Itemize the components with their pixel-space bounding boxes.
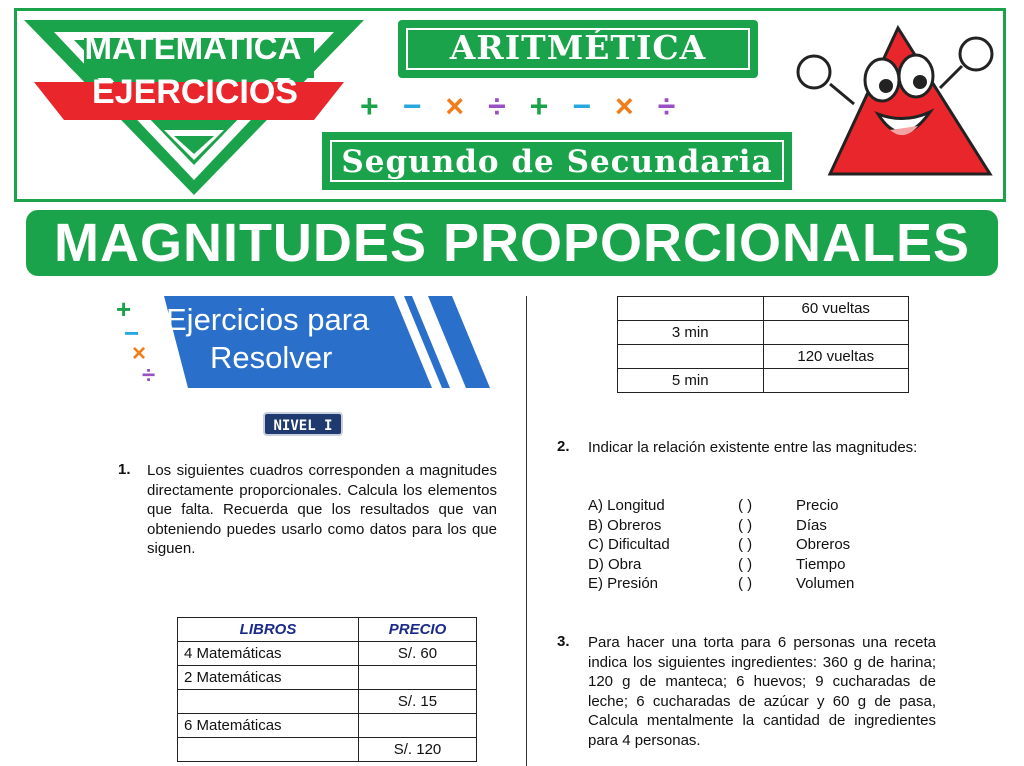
table-cell: 120 vueltas <box>763 345 909 369</box>
table-row <box>618 321 909 345</box>
table-cell <box>178 690 359 714</box>
level-badge: NIVEL I <box>263 412 343 436</box>
minus-icon: − <box>402 87 422 124</box>
question-text: Los siguientes cuadros corresponden a magnitudes directamente proporcionales. Calcula los elementos que falta. Recuerda que los resultados que van obteniendo puedes usarlo como datos para los que siguen. <box>147 462 497 557</box>
answer-blank: ( ) <box>738 555 753 573</box>
list-item <box>588 535 948 555</box>
magnitude-right: Precio <box>796 497 839 514</box>
laps-time-table <box>617 296 909 393</box>
column-header-precio: PRECIO <box>359 618 477 642</box>
list-item <box>588 496 948 516</box>
question-number: 3. <box>557 633 570 650</box>
times-icon: × <box>615 87 634 124</box>
answer-blank: ( ) <box>738 536 753 553</box>
books-price-table <box>177 617 477 762</box>
table-row <box>618 345 909 369</box>
relation-list <box>588 496 948 594</box>
brand-line1: MATEMATICA <box>84 29 302 66</box>
magnitude-left: C) Dificultad <box>588 536 670 553</box>
column-header-libros: LIBROS <box>178 618 359 642</box>
subject-label: ARITMÉTICA <box>449 28 707 67</box>
table-cell: 4 Matemáticas <box>178 642 359 666</box>
minus-icon: − <box>572 87 591 124</box>
table-cell <box>178 738 359 762</box>
question-text: Para hacer una torta para 6 personas una receta indica los siguientes ingredientes: 360 g de harina; 120 g de manteca; 6 huevos; 9 cucharadas de leche; 6 cucharadas de azúcar y 60 g de pasa, Calcula mentalmente la cantidad de ingredientes para 4 personas. <box>588 634 936 749</box>
page-title: MAGNITUDES PROPORCIONALES <box>53 213 971 273</box>
list-item <box>588 574 948 594</box>
table-cell <box>359 714 477 738</box>
table-cell <box>763 321 909 345</box>
table-cell <box>359 666 477 690</box>
table-cell: S/. 60 <box>359 642 477 666</box>
operator-row <box>360 86 800 126</box>
table-cell: 60 vueltas <box>763 297 909 321</box>
column-divider <box>526 296 527 766</box>
banner-divide-icon: ÷ <box>142 362 156 389</box>
question-text: Indicar la relación existente entre las magnitudes: <box>588 439 918 456</box>
table-cell: 5 min <box>618 369 764 393</box>
magnitude-right: Tiempo <box>796 555 846 573</box>
answer-blank: ( ) <box>738 575 753 592</box>
table-cell <box>763 369 909 393</box>
table-cell <box>618 297 764 321</box>
magnitude-right: Volumen <box>796 575 855 592</box>
table-cell: 3 min <box>618 321 764 345</box>
table-row <box>178 642 477 666</box>
banner-times-icon: × <box>132 340 147 367</box>
plus-icon: + <box>529 87 549 124</box>
table-row <box>178 690 477 714</box>
table-cell: S/. 120 <box>359 738 477 762</box>
list-item <box>588 555 948 575</box>
banner-minus-icon: − <box>124 318 140 348</box>
question-number: 1. <box>118 461 131 478</box>
table-cell <box>618 345 764 369</box>
magnitude-right: Obreros <box>796 536 851 553</box>
list-item <box>588 516 948 536</box>
table-row <box>618 369 909 393</box>
magnitude-left: B) Obreros <box>588 516 662 534</box>
magnitude-left: A) Longitud <box>588 497 665 514</box>
times-icon: × <box>445 87 465 124</box>
magnitude-left: E) Presión <box>588 575 659 592</box>
divide-icon: ÷ <box>657 87 676 124</box>
magnitude-right: Días <box>796 516 827 534</box>
triangle-mascot-icon <box>790 14 1000 198</box>
brand-line2: EJERCICIOS <box>92 73 298 111</box>
answer-blank: ( ) <box>738 516 753 534</box>
table-row <box>178 738 477 762</box>
plus-icon: + <box>360 87 379 124</box>
banner-line1: Ejercicios para <box>166 302 370 337</box>
table-header-row <box>178 618 477 642</box>
table-row <box>618 297 909 321</box>
table-cell: 2 Matemáticas <box>178 666 359 690</box>
banner-line2: Resolver <box>210 340 333 375</box>
answer-blank: ( ) <box>738 497 753 514</box>
table-row <box>178 714 477 738</box>
magnitude-left: D) Obra <box>588 555 642 573</box>
banner-plus-icon: + <box>116 294 132 324</box>
table-cell: 6 Matemáticas <box>178 714 359 738</box>
question-number: 2. <box>557 438 570 455</box>
divide-icon: ÷ <box>488 87 506 124</box>
table-row <box>178 666 477 690</box>
grade-label: Segundo de Secundaria <box>341 144 773 180</box>
table-cell: S/. 15 <box>359 690 477 714</box>
